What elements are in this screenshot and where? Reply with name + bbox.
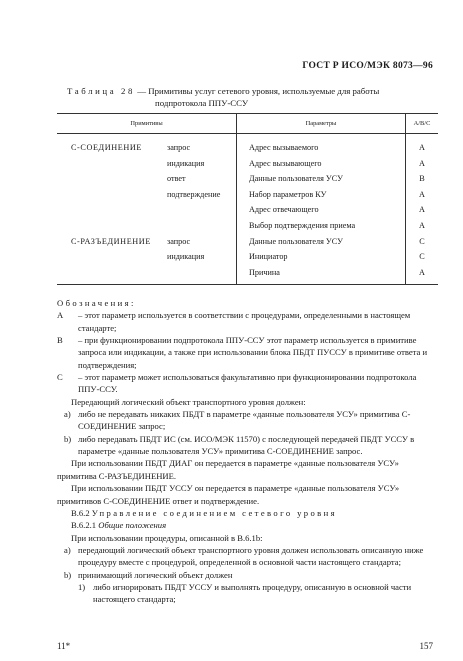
list-item-c-a	[57, 544, 438, 569]
parameter-name: Данные пользователя УСУ	[249, 174, 343, 184]
table-row	[57, 187, 438, 203]
table-row	[57, 202, 438, 218]
table-caption-text-2: подпротокола ППУ-ССУ	[155, 98, 249, 108]
parameter-name: Адрес отвечающего	[249, 205, 319, 215]
footer-signature: 11*	[57, 641, 71, 651]
parameter-name: Выбор подтверждения приема	[249, 220, 356, 230]
cell-parameter	[237, 202, 406, 218]
abc-value: А	[419, 143, 425, 152]
cell-parameter	[237, 218, 406, 234]
paragraph-sender: Передающий логический объект транспортного уровня должен:	[71, 396, 306, 407]
section-b62-title: Управление соединением сетевого уровня	[91, 507, 337, 518]
parameter-name: Данные пользователя УСУ	[249, 236, 343, 246]
section-b621-heading	[57, 519, 438, 531]
note-a-key: А	[57, 310, 64, 321]
primitive-kind: индикация	[167, 252, 205, 262]
table-caption-label: Таблица 28	[67, 86, 136, 96]
abc-value: А	[419, 267, 425, 277]
list-item-c-b1-key: 1)	[78, 581, 86, 592]
cell-parameter	[237, 171, 406, 187]
cell-parameter	[237, 265, 406, 281]
list-item-b-text: либо передавать ПБДТ ИС (см. ИСО/МЭК 11570) с последующей передачей ПБДТ УССУ в параметре «данные пользователя УСУ» примитива С-СОЕДИНЕНИЕ запрос.	[78, 433, 415, 457]
parameter-name: Набор параметров КУ	[249, 189, 327, 199]
abc-value: А	[419, 189, 425, 199]
body-text	[57, 297, 438, 606]
header-parameters: Параметры	[237, 114, 406, 134]
abc-value: А	[419, 220, 425, 230]
list-item-c-b-text: принимающий логический объект должен	[78, 569, 233, 580]
cell-abc	[406, 218, 439, 234]
note-b	[57, 334, 438, 371]
cell-abc	[406, 249, 439, 265]
cell-abc	[406, 234, 439, 250]
header-abc: А/В/С	[406, 114, 439, 134]
header-primitives: Примитивы	[57, 114, 237, 134]
note-b-key: В	[57, 335, 63, 346]
list-item-c-b-key: b)	[64, 569, 72, 580]
list-item-c-b	[57, 569, 438, 581]
abc-value: С	[419, 252, 425, 262]
cell-parameter	[237, 140, 406, 156]
paragraph-diag: При использовании ПБДТ ДИАГ он передается в параметре «данные пользователя УСУ» примитива С-РАЗЪЕДИНЕНИЕ.	[57, 458, 399, 481]
primitive-kind: подтверждение	[167, 189, 221, 199]
cell-abc	[406, 265, 439, 281]
table-caption	[67, 85, 437, 109]
primitive-kind: запрос	[167, 236, 191, 246]
running-header: ГОСТ Р ИСО/МЭК 8073—96	[302, 61, 433, 71]
cell-parameter	[237, 187, 406, 203]
note-c-text: – этот параметр может использоваться факультативно при функционировании подпротокола ППУ-ССУ.	[78, 372, 417, 395]
cell-primitive	[57, 140, 237, 156]
paragraph-procedure: При использовании процедуры, описанной в В.6.1b:	[71, 532, 263, 543]
table-row	[57, 156, 438, 172]
table-row	[57, 249, 438, 265]
primitive-kind: запрос	[167, 143, 191, 152]
cell-parameter	[237, 249, 406, 265]
primitive-name: С-СОЕДИНЕНИЕ	[71, 143, 143, 152]
cell-abc	[406, 171, 439, 187]
table-bottom-border	[57, 280, 438, 285]
section-b62-number: В.6.2	[71, 507, 90, 518]
cell-abc	[406, 202, 439, 218]
list-item-c-b1-text: либо игнорировать ПБДТ УССУ и выполнять процедуру, описанную в основной части настоящего стандарта;	[93, 581, 412, 605]
cell-primitive	[57, 171, 237, 187]
list-item-b-key: b)	[64, 433, 72, 444]
abc-value: А	[419, 205, 425, 215]
primitive-kind: ответ	[167, 174, 186, 184]
parameter-name: Адрес вызывающего	[249, 158, 322, 168]
notes-title: Обозначения:	[57, 298, 136, 308]
cell-primitive	[57, 202, 237, 218]
note-b-text: – при функционировании подпротокола ППУ-ССУ этот параметр используется в примитиве запроса или индикации, а также при использовании блока ПБДТ ПУССУ в примитиве ответа и подтверждения;	[78, 335, 428, 370]
list-item-a-text: либо не передавать никаких ПБДТ в параметре «данные пользователя УСУ» примитива С-СОЕДИНЕНИЕ запрос;	[78, 409, 411, 432]
note-c-key: С	[57, 372, 63, 383]
abc-value: С	[419, 236, 425, 246]
parameter-name: Причина	[249, 267, 280, 277]
list-item-c-a-text: передающий логический объект транспортного уровня должен использовать описанную ниже процедуру вместе с процедурой, определенной в основной части настоящего стандарта;	[78, 544, 424, 568]
note-a-text: – этот параметр используется в соответствии с процедурами, определенными в настоящем стандарте;	[78, 310, 411, 333]
cell-primitive	[57, 218, 237, 234]
cell-abc	[406, 187, 439, 203]
section-b621-title: Общие положения	[98, 520, 167, 531]
cell-primitive	[57, 156, 237, 172]
table-row	[57, 140, 438, 156]
table-row	[57, 218, 438, 234]
abc-value: В	[419, 174, 425, 184]
cell-parameter	[237, 234, 406, 250]
parameter-name: Адрес вызываемого	[249, 143, 319, 152]
list-item-c-b1	[57, 581, 438, 606]
cell-primitive	[57, 234, 237, 250]
section-b62-heading	[57, 507, 438, 519]
list-item-a-key: а)	[64, 409, 71, 420]
table-row	[57, 265, 438, 281]
primitive-kind: индикация	[167, 158, 205, 168]
list-item-c-a-key: а)	[64, 544, 71, 555]
table-caption-text-1: — Примитивы услуг сетевого уровня, используемые для работы	[137, 86, 380, 96]
primitive-name: С-РАЗЪЕДИНЕНИЕ	[71, 236, 151, 246]
parameter-name: Инициатор	[249, 252, 288, 262]
table-row	[57, 234, 438, 250]
cell-primitive	[57, 265, 237, 281]
primitives-table	[57, 113, 438, 285]
table-row	[57, 171, 438, 187]
list-item-a	[57, 408, 438, 433]
cell-parameter	[237, 156, 406, 172]
table-header-row	[57, 114, 438, 134]
cell-abc	[406, 140, 439, 156]
cell-primitive	[57, 187, 237, 203]
abc-value: А	[419, 158, 425, 168]
note-c	[57, 371, 438, 396]
page-number: 157	[419, 641, 433, 651]
note-a	[57, 309, 438, 334]
section-b621-number: В.6.2.1	[71, 520, 97, 531]
cell-abc	[406, 156, 439, 172]
cell-primitive	[57, 249, 237, 265]
paragraph-ussu: При использовании ПБДТ УССУ он передается в параметре «данные пользователя УСУ» примитивов С-СОЕДИНЕНИЕ ответ и подтверждение.	[57, 483, 400, 506]
list-item-b	[57, 433, 438, 458]
